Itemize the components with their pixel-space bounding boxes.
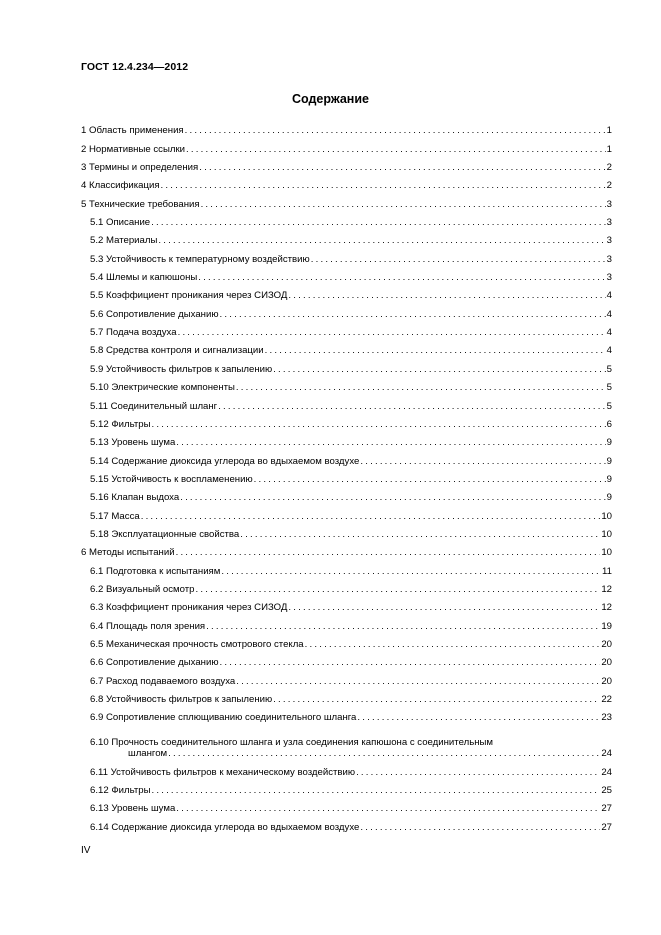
page-number: IV: [81, 845, 91, 856]
toc-entry-page: 4: [606, 308, 612, 320]
toc-entry[interactable]: [81, 448, 612, 466]
dot-leader: [288, 290, 605, 301]
toc-entry-page: 10: [601, 528, 612, 540]
dot-leader: [185, 125, 606, 136]
toc-entry-label: 5.10 Электрические компоненты: [90, 382, 235, 394]
dot-leader: [357, 712, 600, 723]
toc-entry-page: 5: [606, 363, 612, 375]
toc-entry-page: 9: [606, 437, 612, 449]
toc-entry-label: 5.16 Клапан выдоха: [90, 492, 180, 504]
toc-entry[interactable]: [81, 723, 612, 759]
toc-entry-label: 5.14 Содержание диоксида углерода во вдыхаемом воздухе: [90, 455, 360, 467]
dot-leader: [176, 547, 601, 558]
toc-entry[interactable]: [81, 191, 612, 209]
toc-entry-page: 9: [606, 473, 612, 485]
toc-entry-label: 6.8 Устойчивость фильтров к запылению: [90, 694, 273, 705]
toc-entry[interactable]: [81, 265, 612, 283]
toc-entry-label: 6.12 Фильтры: [90, 785, 151, 797]
toc-entry-label: 5.17 Масса: [90, 510, 140, 522]
dot-leader: [201, 199, 606, 210]
toc-entry-page: 5: [606, 400, 612, 412]
dot-leader: [218, 401, 605, 412]
toc-entry-label: 5.1 Описание: [90, 217, 151, 229]
toc-entry-page: 4: [606, 345, 612, 357]
toc-entry-label: 6.5 Механическая прочность смотрового стекла: [90, 638, 304, 650]
dot-leader: [198, 272, 605, 283]
toc-entry[interactable]: [81, 118, 612, 136]
dot-leader: [178, 327, 606, 338]
toc-entry[interactable]: [81, 540, 612, 558]
toc-entry-label: 5.13 Уровень шума: [90, 437, 176, 449]
dot-leader: [220, 309, 606, 320]
toc-entry[interactable]: [81, 503, 612, 521]
dot-leader: [186, 144, 606, 155]
toc-entry-page: 3: [606, 272, 612, 284]
dot-leader: [236, 676, 600, 687]
toc-entry-label: 6.4 Площадь поля зрения: [90, 620, 206, 632]
toc-entry[interactable]: [81, 632, 612, 650]
toc-entry-page: 10: [601, 510, 612, 522]
dot-leader: [356, 767, 600, 778]
toc-entry[interactable]: [81, 430, 612, 448]
dot-leader: [151, 785, 600, 796]
toc-entry-label: 1 Область применения: [81, 125, 184, 137]
toc-entry[interactable]: [81, 136, 612, 154]
dot-leader: [168, 748, 600, 759]
toc-entry-label: 5.18 Эксплуатационные свойства: [90, 528, 240, 540]
toc-entry[interactable]: [81, 705, 612, 723]
toc-entry-page: 9: [606, 492, 612, 504]
toc-entry-label: 6.7 Расход подаваемого воздуха: [90, 675, 236, 687]
toc-entry-label: 5.15 Устойчивость к воспламенению: [90, 473, 253, 485]
dot-leader: [221, 566, 601, 577]
dot-leader: [220, 657, 601, 668]
toc-entry-label: 6.1 Подготовка к испытаниям: [90, 565, 221, 577]
toc-entry[interactable]: [81, 522, 612, 540]
toc-entry[interactable]: [81, 210, 612, 228]
toc-entry-label: 6.9 Сопротивление сплющиванию соединительного шланга: [90, 712, 357, 724]
toc-entry-page: 3: [606, 253, 612, 265]
document-header: ГОСТ 12.4.234—2012: [81, 61, 189, 73]
dot-leader: [254, 474, 606, 485]
table-of-contents: [81, 118, 612, 833]
toc-entry-label: 3 Термины и определения: [81, 162, 199, 174]
toc-entry[interactable]: [81, 814, 612, 832]
toc-entry-label: 5.2 Материалы: [90, 235, 158, 247]
toc-entry-label: 5.9 Устойчивость фильтров к запылению: [90, 363, 273, 375]
toc-entry[interactable]: [81, 796, 612, 814]
toc-entry-page: 19: [601, 620, 612, 632]
toc-entry[interactable]: [81, 320, 612, 338]
toc-entry-page: 2: [606, 162, 612, 174]
toc-entry-label: 5.3 Устойчивость к температурному воздействию: [90, 253, 310, 265]
toc-entry-label: 5.11 Соединительный шланг: [90, 400, 218, 412]
toc-entry-page: 3: [606, 198, 612, 210]
toc-entry[interactable]: [81, 687, 612, 705]
dot-leader: [141, 511, 601, 522]
toc-entry[interactable]: [81, 246, 612, 264]
dot-leader: [360, 822, 600, 833]
toc-entry-page: 20: [601, 657, 612, 669]
toc-entry[interactable]: [81, 338, 612, 356]
toc-entry-label: 6.6 Сопротивление дыханию: [90, 657, 219, 669]
dot-leader: [158, 235, 605, 246]
toc-entry[interactable]: [81, 485, 612, 503]
toc-entry[interactable]: [81, 577, 612, 595]
toc-entry-page: 11: [602, 565, 612, 577]
toc-entry-page: 27: [601, 821, 612, 833]
toc-entry-label: 5.5 Коэффициент проникания через СИЗОД: [90, 290, 288, 302]
dot-leader: [176, 803, 600, 814]
toc-entry[interactable]: [81, 301, 612, 319]
dot-leader: [236, 382, 606, 393]
toc-entry[interactable]: [81, 228, 612, 246]
dot-leader: [288, 602, 600, 613]
toc-entry-page: 20: [601, 675, 612, 687]
toc-entry-page: 12: [601, 602, 612, 614]
toc-entry-page: 4: [606, 327, 612, 339]
toc-entry-label: 6.10 Прочность соединительного шланга и узла соединения капюшона с соединительным: [90, 737, 493, 749]
toc-entry-page: 6: [606, 418, 612, 430]
toc-entry-page: 9: [606, 455, 612, 467]
toc-entry-label: 5 Технические требования: [81, 198, 200, 210]
dot-leader: [195, 584, 600, 595]
toc-entry-label: 5.4 Шлемы и капюшоны: [90, 272, 198, 284]
dot-leader: [151, 217, 606, 228]
toc-entry[interactable]: [81, 467, 612, 485]
toc-entry[interactable]: [81, 393, 612, 411]
toc-entry-page: 24: [601, 766, 612, 778]
toc-entry-page: 10: [601, 547, 612, 559]
dot-leader: [151, 419, 605, 430]
toc-entry-page: 2: [606, 180, 612, 192]
toc-entry[interactable]: [81, 356, 612, 374]
toc-entry-page: 3: [606, 217, 612, 229]
dot-leader: [360, 456, 605, 467]
toc-entry-label: 6.3 Коэффициент проникания через СИЗОД: [90, 602, 288, 614]
dot-leader: [311, 254, 606, 265]
toc-entry-page: 25: [601, 785, 612, 797]
toc-entry-page: 24: [601, 748, 612, 760]
toc-entry[interactable]: [81, 173, 612, 191]
toc-entry-page: 22: [601, 694, 612, 705]
toc-entry[interactable]: [81, 778, 612, 796]
toc-entry-label: 6.13 Уровень шума: [90, 803, 176, 815]
toc-entry[interactable]: [81, 668, 612, 686]
dot-leader: [273, 694, 600, 705]
dot-leader: [305, 639, 601, 650]
toc-entry[interactable]: [81, 595, 612, 613]
toc-entry-page: 4: [606, 290, 612, 302]
toc-entry-label: 2 Нормативные ссылки: [81, 143, 186, 155]
toc-entry-label: 5.12 Фильтры: [90, 418, 151, 430]
toc-entry-label: 5.7 Подача воздуха: [90, 327, 177, 339]
toc-entry[interactable]: [81, 155, 612, 173]
dot-leader: [180, 492, 605, 503]
dot-leader: [176, 437, 605, 448]
dot-leader: [240, 529, 600, 540]
dot-leader: [273, 364, 605, 375]
toc-entry-label-continued: шлангом: [128, 748, 168, 760]
toc-entry[interactable]: [81, 412, 612, 430]
toc-entry-page: 1: [606, 125, 612, 137]
toc-entry-page: 23: [601, 712, 612, 724]
dot-leader: [161, 180, 606, 191]
page-title: Содержание: [291, 92, 369, 106]
toc-entry[interactable]: [81, 613, 612, 631]
toc-entry[interactable]: [81, 759, 612, 777]
toc-entry-label: 6.14 Содержание диоксида углерода во вдыхаемом воздухе: [90, 821, 360, 833]
toc-entry-label: 6 Методы испытаний: [81, 547, 175, 559]
toc-entry-page: 12: [601, 583, 612, 595]
toc-entry-label: 6.2 Визуальный осмотр: [90, 583, 195, 595]
dot-leader: [199, 162, 605, 173]
dot-leader: [206, 621, 600, 632]
toc-entry[interactable]: [81, 650, 612, 668]
toc-entry-label: 6.11 Устойчивость фильтров к механическому воздействию: [90, 766, 356, 778]
toc-entry-page: 27: [601, 803, 612, 815]
toc-entry-page: 3: [606, 235, 612, 247]
toc-entry[interactable]: [81, 283, 612, 301]
toc-entry-label: 5.8 Средства контроля и сигнализации: [90, 345, 264, 357]
toc-entry[interactable]: [81, 558, 612, 576]
toc-entry-page: 1: [606, 143, 612, 155]
toc-entry[interactable]: [81, 375, 612, 393]
toc-entry-label: 4 Классификация: [81, 180, 160, 192]
toc-entry-page: 5: [606, 382, 612, 394]
toc-entry-label: 5.6 Сопротивление дыханию: [90, 308, 219, 320]
dot-leader: [265, 345, 606, 356]
toc-entry-page: 20: [601, 638, 612, 650]
